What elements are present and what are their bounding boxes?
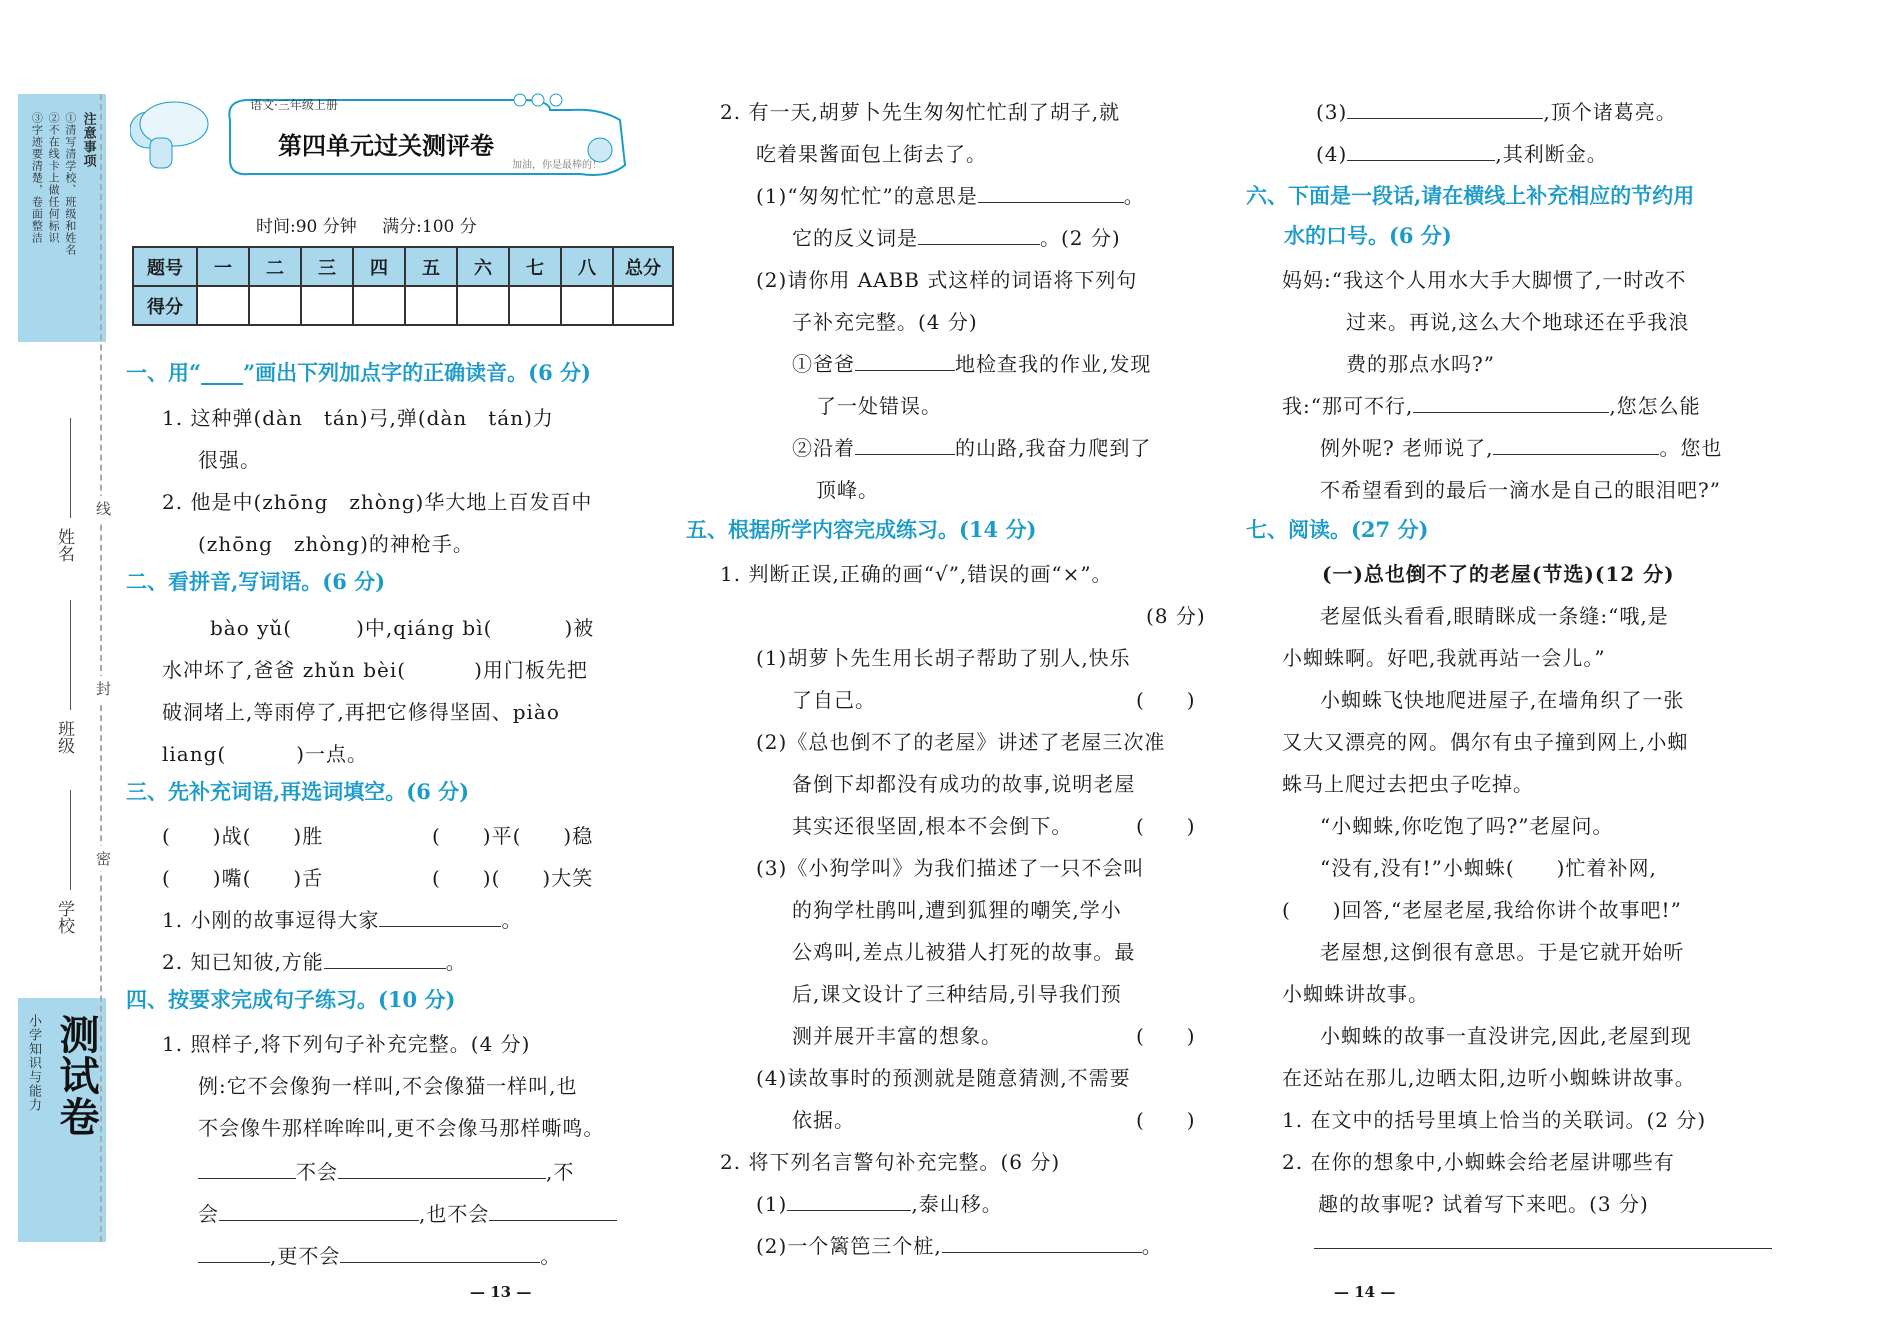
section-1-title: 一、用“____”画出下列加点字的正确读音。(6 分) [126,360,591,385]
note-item: ①清写清学校、班级和姓名 [63,112,77,256]
q-line: 了一处错误。 [816,394,942,418]
section-6-title: 六、下面是一段话,请在横线上补充相应的节约用 [1246,183,1695,208]
score-cell[interactable] [405,286,457,325]
q-line: (2)请你用 AABB 式这样的词语将下列句 [756,268,1138,292]
fill-text: ,也不会 [419,1202,490,1226]
answer-blank[interactable] [787,1192,911,1211]
score-cell[interactable] [509,286,561,325]
q-line: 吃着果酱面包上街去了。 [756,142,987,166]
pinyin-text: 水冲坏了,爸爸 zhǔn bèi( [162,658,407,682]
fill-line [198,1198,617,1227]
school-label: 学校 [54,900,74,934]
fill-text: ②沿着 [792,436,855,460]
answer-blank[interactable] [338,1160,546,1179]
fill-line [792,348,1151,377]
fill-line [792,432,1151,461]
score-cell[interactable] [249,286,301,325]
idiom-blank[interactable]: ( )战( )胜 [162,824,324,848]
reading-line: 老屋低头看看,眼睛眯成一条缝:“哦,是 [1320,604,1669,628]
pinyin-line: 破洞堵上,等雨停了,再把它修得坚固、piào [162,700,560,724]
exam-info [256,212,477,237]
q2-line: 2. 他是中(zhōng zhòng)华大地上百发百中 [162,490,593,514]
score-cell[interactable] [561,286,613,325]
class-field[interactable] [70,600,71,710]
cut-mark: 线 [96,496,111,521]
header-banner [130,90,630,180]
fill-text: 会 [198,1202,219,1226]
fill-line [756,1188,1003,1217]
fill-text: 。 [501,908,523,932]
answer-blank[interactable] [855,352,955,371]
idiom-blank[interactable]: ( )平( )稳 [432,824,594,848]
fill-line [162,904,522,933]
pinyin-text: )被 [564,616,595,640]
judge-line: 测并展开丰富的想象。 [792,1024,1002,1048]
q-line: 1. 在文中的括号里填上恰当的关联词。(2 分) [1282,1108,1707,1132]
reading-line: 小蜘蛛飞快地爬进屋子,在墙角织了一张 [1320,688,1685,712]
para-line: 过来。再说,这么大个地球还在乎我浪 [1346,310,1690,334]
judge-line: (3)《小狗学叫》为我们描述了一只不会叫 [756,856,1145,880]
school-field[interactable] [70,790,71,890]
fill-text: 。 [1141,1234,1163,1258]
section-7-title: 七、阅读。(27 分) [1246,517,1429,542]
note-item: ③字迹要清楚，卷面整洁 [30,112,44,244]
reading-line: 小蜘蛛讲故事。 [1282,982,1429,1006]
fill-text: 我:“那可不行, [1282,394,1414,418]
score-cell[interactable] [457,286,509,325]
para-line: 不希望看到的最后一滴水是自己的眼泪吧?” [1320,478,1721,502]
reading-line: 小蜘蛛的故事一直没讲完,因此,老屋到现 [1320,1024,1692,1048]
score-cell[interactable] [353,286,405,325]
fill-text: 2. 知已知彼,方能 [162,950,324,974]
pinyin-text: )用门板先把 [474,658,588,682]
fill-line [1282,390,1701,419]
score-header-cell: 二 [249,247,301,286]
fill-line [792,222,1121,251]
answer-blank[interactable] [918,226,1040,245]
fill-text: 。 [540,1244,562,1268]
fill-text: ,泰山移。 [911,1192,1003,1216]
reading-line: 在还站在那儿,边晒太阳,边听小蜘蛛讲故事。 [1282,1066,1696,1090]
answer-blank[interactable] [1413,394,1609,413]
judge-line: (4)读故事时的预测就是随意猜测,不需要 [756,1066,1131,1090]
series-label: 小学知识与能力 [26,1014,41,1112]
judge-box[interactable]: ( ) [1136,1024,1196,1048]
reading-line: 又大又漂亮的网。偶尔有虫子撞到网上,小蜘 [1282,730,1689,754]
answer-blank[interactable] [340,1244,540,1263]
idiom-blank[interactable]: ( )( )大笑 [432,866,594,890]
idiom-blank[interactable]: ( )嘴( )舌 [162,866,324,890]
score-cell[interactable] [301,286,353,325]
fill-text: 不会 [296,1160,338,1184]
answer-blank[interactable] [198,1244,270,1263]
fill-text: 。您也 [1659,436,1723,460]
judge-line: 依据。 [792,1108,855,1132]
para-line: 费的那点水吗?” [1346,352,1495,376]
fill-text: (4) [1316,142,1348,166]
fill-text: ,不 [546,1160,575,1184]
answer-blank[interactable] [855,436,955,455]
q-line: 顶峰。 [816,478,879,502]
answer-line[interactable] [1314,1248,1772,1249]
fill-line [198,1156,574,1185]
section-6-title-cont: 水的口号。(6 分) [1284,223,1452,248]
q-line: 趣的故事呢? 试着写下来吧。(3 分) [1318,1192,1649,1216]
score-cell[interactable] [197,286,249,325]
judge-box[interactable]: ( ) [1136,1108,1196,1132]
fill-text: ,其利断金。 [1495,142,1608,166]
q-line: 2. 在你的想象中,小蜘蛛会给老屋讲哪些有 [1282,1150,1675,1174]
pinyin-text: )中,qiáng bì( [356,616,493,640]
fill-text: 。 [445,950,467,974]
series-panel [18,998,106,1242]
judge-box[interactable]: ( ) [1136,688,1196,712]
score-cell[interactable] [613,286,673,325]
score-table [132,246,674,326]
sidebar [18,94,106,1242]
q1-line: 1. 这种弹(dàn tán)弓,弹(dàn tán)力 [162,406,554,430]
answer-blank[interactable] [978,184,1124,203]
fill-text: 。(2 分) [1040,226,1121,250]
score-header-cell: 三 [301,247,353,286]
judge-line: 了自己。 [792,688,876,712]
reading-line: “没有,没有!”小蜘蛛( )忙着补网, [1320,856,1657,880]
fill-line [756,1230,1163,1259]
answer-blank[interactable] [1493,436,1659,455]
judge-line: 后,课文设计了三种结局,引导我们预 [792,982,1122,1006]
score-header-cell: 总分 [613,247,673,286]
fill-line [1316,96,1677,125]
fill-text: ,您怎么能 [1609,394,1701,418]
score-row-label: 得分 [133,286,197,325]
judge-line: 其实还很坚固,根本不会倒下。 [792,814,1073,838]
answer-blank[interactable] [379,908,501,927]
answer-blank[interactable] [942,1234,1142,1253]
cut-mark: 封 [96,676,111,701]
fill-text: (1) [756,1192,788,1216]
example-line: 例:它不会像狗一样叫,不会像猫一样叫,也 [198,1074,578,1098]
section-5-title: 五、根据所学内容完成练习。(14 分) [686,517,1037,542]
fill-text: ,顶个诸葛亮。 [1543,100,1677,124]
reading-line: 小蜘蛛啊。好吧,我就再站一会儿。” [1282,646,1606,670]
notes-list [28,112,98,322]
page-number: — 13 — [470,1283,532,1301]
fill-text: 例外呢? 老师说了, [1320,436,1494,460]
page-number: — 14 — [1334,1283,1396,1301]
pinyin-line [162,738,368,767]
score-header-cell: 一 [197,247,249,286]
section-2-title: 二、看拼音,写词语。(6 分) [126,569,386,594]
pinyin-text: liang( [162,742,227,766]
judge-line: 的狗学杜鹃叫,遭到狐狸的嘲笑,学小 [792,898,1122,922]
judge-box[interactable]: ( ) [1136,814,1196,838]
fill-text: 。 [1123,184,1145,208]
fill-line [198,1240,561,1269]
judge-line: (1)胡萝卜先生用长胡子帮助了别人,快乐 [756,646,1131,670]
judge-line: 备倒下却都没有成功的故事,说明老屋 [792,772,1136,796]
reading-line: “小蜘蛛,你吃饱了吗?”老屋问。 [1320,814,1614,838]
judge-line: (2)《总也倒不了的老屋》讲述了老屋三次准 [756,730,1166,754]
fill-text: ,更不会 [270,1244,341,1268]
note-item: ②不在线卡上做任何标识 [47,112,61,244]
answer-blank[interactable] [219,1202,419,1221]
q-line: 2. 将下列名言警句补充完整。(6 分) [720,1150,1061,1174]
score-header-cell: 题号 [133,247,197,286]
answer-blank[interactable] [324,950,446,969]
score-note: (8 分) [1146,604,1206,628]
cut-line [100,94,102,1242]
score-header-cell: 四 [353,247,405,286]
reading-line: ( )回答,“老屋老屋,我给你讲个故事吧!” [1282,898,1682,922]
answer-blank[interactable] [489,1202,617,1221]
fill-text: ①爸爸 [792,352,855,376]
reading-title: (一)总也倒不了的老屋(节选)(12 分) [1322,562,1675,586]
subject-label: 语文·三年级上册 [250,98,338,112]
score-header-cell: 六 [457,247,509,286]
q2-line: (zhōng zhòng)的神枪手。 [198,532,474,556]
notes-title: 注意事项 [80,112,96,168]
fill-line [162,946,467,975]
fill-text: 地检查我的作业,发现 [955,352,1152,376]
fill-text: 的山路,我奋力爬到了 [955,436,1152,460]
fill-text: (3) [1316,100,1348,124]
notes-panel [18,94,106,342]
score-header-cell: 八 [561,247,613,286]
judge-line: 公鸡叫,差点儿被猎人打死的故事。最 [792,940,1136,964]
time-label: 时间:90 分钟 [256,217,357,237]
q-line: 1. 照样子,将下列句子补充完整。(4 分) [162,1032,531,1056]
answer-blank[interactable] [1347,142,1495,161]
pinyin-line [210,612,594,641]
pinyin-line [162,654,588,683]
score-header-cell: 五 [405,247,457,286]
fill-line [1320,432,1722,461]
example-line: 不会像牛那样哞哞叫,更不会像马那样嘶鸣。 [198,1116,605,1140]
fill-line [1316,138,1608,167]
class-label: 班级 [54,720,74,754]
encourage-text: 加油，你是最棒的！ [512,160,602,171]
reading-line: 老屋想,这倒很有意思。于是它就开始听 [1320,940,1685,964]
fill-text: (2)一个篱笆三个桩, [756,1234,942,1258]
name-label: 姓名 [54,528,74,562]
answer-blank[interactable] [1347,100,1543,119]
page-title: 第四单元过关测评卷 [278,131,494,160]
fill-text: 1. 小刚的故事逗得大家 [162,908,380,932]
q1-line: 很强。 [198,448,261,472]
fill-text: (1)“匆匆忙忙”的意思是 [756,184,978,208]
para-line: 妈妈:“我这个人用水大手大脚惯了,一时改不 [1282,268,1687,292]
q-line: 子补充完整。(4 分) [792,310,978,334]
reading-line: 蛛马上爬过去把虫子吃掉。 [1282,772,1534,796]
series-big: 测试卷 [53,1014,99,1137]
score-header-cell: 七 [509,247,561,286]
q-line: 1. 判断正误,正确的画“√”,错误的画“×”。 [720,562,1113,586]
full-score-label: 满分:100 分 [382,217,477,237]
fill-text: 它的反义词是 [792,226,918,250]
pinyin-text: bào yǔ( [210,616,293,640]
section-3-title: 三、先补充词语,再选词填空。(6 分) [126,779,470,804]
q-line: 2. 有一天,胡萝卜先生匆匆忙忙刮了胡子,就 [720,100,1121,124]
name-field[interactable] [70,418,71,518]
cut-mark: 密 [96,846,111,871]
answer-blank[interactable] [198,1160,296,1179]
fill-line [756,180,1145,209]
pinyin-text: )一点。 [296,742,369,766]
section-4-title: 四、按要求完成句子练习。(10 分) [126,987,456,1012]
